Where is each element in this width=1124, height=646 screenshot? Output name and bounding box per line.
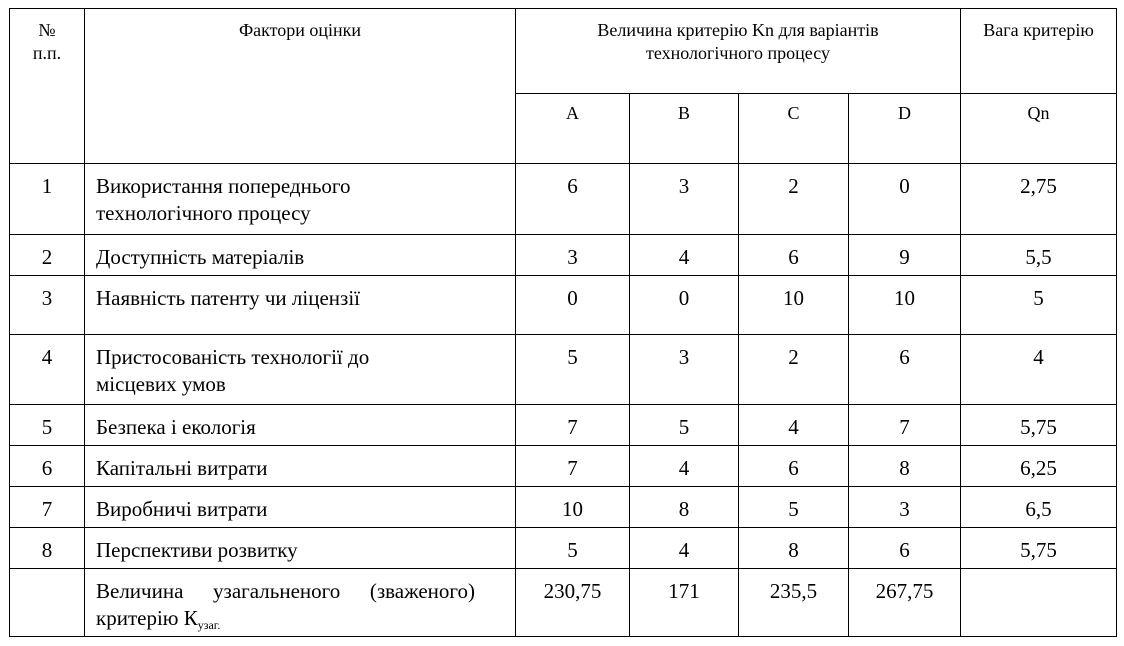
header-num: № п.п. [10, 9, 85, 164]
table-row [10, 335, 1117, 405]
weight-value: 5 [961, 276, 1117, 335]
header-row [10, 9, 1117, 94]
weight-value: 5,75 [961, 528, 1117, 569]
factor-name: Наявність патенту чи ліцензії [85, 276, 516, 335]
row-number: 8 [10, 528, 85, 569]
weight-symbol-header: Qn [961, 94, 1117, 164]
document-page [9, 8, 1117, 637]
value-c: 8 [739, 528, 849, 569]
value-c: 6 [739, 235, 849, 276]
value-a: 0 [516, 276, 630, 335]
value-a: 5 [516, 528, 630, 569]
table-row [10, 405, 1117, 446]
header-weight: Вага критерію [961, 9, 1117, 94]
value-b: 4 [630, 446, 739, 487]
value-b: 8 [630, 487, 739, 528]
value-c: 4 [739, 405, 849, 446]
factor-name: Перспективи розвитку [85, 528, 516, 569]
value-c: 6 [739, 446, 849, 487]
total-value-b: 171 [630, 569, 739, 637]
factor-name: Доступність матеріалів [85, 235, 516, 276]
value-c: 5 [739, 487, 849, 528]
value-c: 2 [739, 164, 849, 235]
row-number: 2 [10, 235, 85, 276]
value-d: 9 [849, 235, 961, 276]
total-row-number [10, 569, 85, 637]
value-a: 3 [516, 235, 630, 276]
weight-value: 2,75 [961, 164, 1117, 235]
weight-value: 5,5 [961, 235, 1117, 276]
total-row [10, 569, 1117, 637]
total-value-d: 267,75 [849, 569, 961, 637]
table-row [10, 164, 1117, 235]
value-a: 7 [516, 405, 630, 446]
value-a: 10 [516, 487, 630, 528]
weight-value: 6,5 [961, 487, 1117, 528]
value-b: 4 [630, 528, 739, 569]
table-row [10, 487, 1117, 528]
total-weight [961, 569, 1117, 637]
evaluation-table [9, 8, 1117, 637]
total-value-a: 230,75 [516, 569, 630, 637]
variant-b-header: B [630, 94, 739, 164]
factor-name: Безпека і екологія [85, 405, 516, 446]
weight-value: 4 [961, 335, 1117, 405]
variant-c-header: C [739, 94, 849, 164]
factor-name: Виробничі витрати [85, 487, 516, 528]
total-value-c: 235,5 [739, 569, 849, 637]
header-value: Величина критерію Kn для варіантів технологічного процесу [516, 9, 961, 94]
table-row [10, 446, 1117, 487]
value-d: 7 [849, 405, 961, 446]
value-d: 6 [849, 335, 961, 405]
value-b: 5 [630, 405, 739, 446]
variant-a-header: A [516, 94, 630, 164]
variant-d-header: D [849, 94, 961, 164]
row-number: 4 [10, 335, 85, 405]
table-row [10, 235, 1117, 276]
value-a: 5 [516, 335, 630, 405]
value-a: 6 [516, 164, 630, 235]
value-b: 4 [630, 235, 739, 276]
row-number: 1 [10, 164, 85, 235]
value-b: 0 [630, 276, 739, 335]
factor-name: Використання попереднього технологічного процесу [85, 164, 516, 235]
row-number: 7 [10, 487, 85, 528]
factor-name: Капітальні витрати [85, 446, 516, 487]
total-label [85, 569, 516, 637]
row-number: 3 [10, 276, 85, 335]
weight-value: 5,75 [961, 405, 1117, 446]
table-row [10, 276, 1117, 335]
value-c: 2 [739, 335, 849, 405]
value-b: 3 [630, 164, 739, 235]
value-d: 6 [849, 528, 961, 569]
value-c: 10 [739, 276, 849, 335]
value-d: 8 [849, 446, 961, 487]
value-a: 7 [516, 446, 630, 487]
weight-value: 6,25 [961, 446, 1117, 487]
table-row [10, 528, 1117, 569]
value-d: 10 [849, 276, 961, 335]
row-number: 5 [10, 405, 85, 446]
factor-name: Пристосованість технології до місцевих умов [85, 335, 516, 405]
row-number: 6 [10, 446, 85, 487]
header-factors: Фактори оцінки [85, 9, 516, 164]
value-d: 3 [849, 487, 961, 528]
value-b: 3 [630, 335, 739, 405]
total-label-text: Величина узагальненого (зваженого) критерію К [96, 579, 475, 630]
value-d: 0 [849, 164, 961, 235]
total-label-subscript: узаг. [197, 618, 221, 632]
